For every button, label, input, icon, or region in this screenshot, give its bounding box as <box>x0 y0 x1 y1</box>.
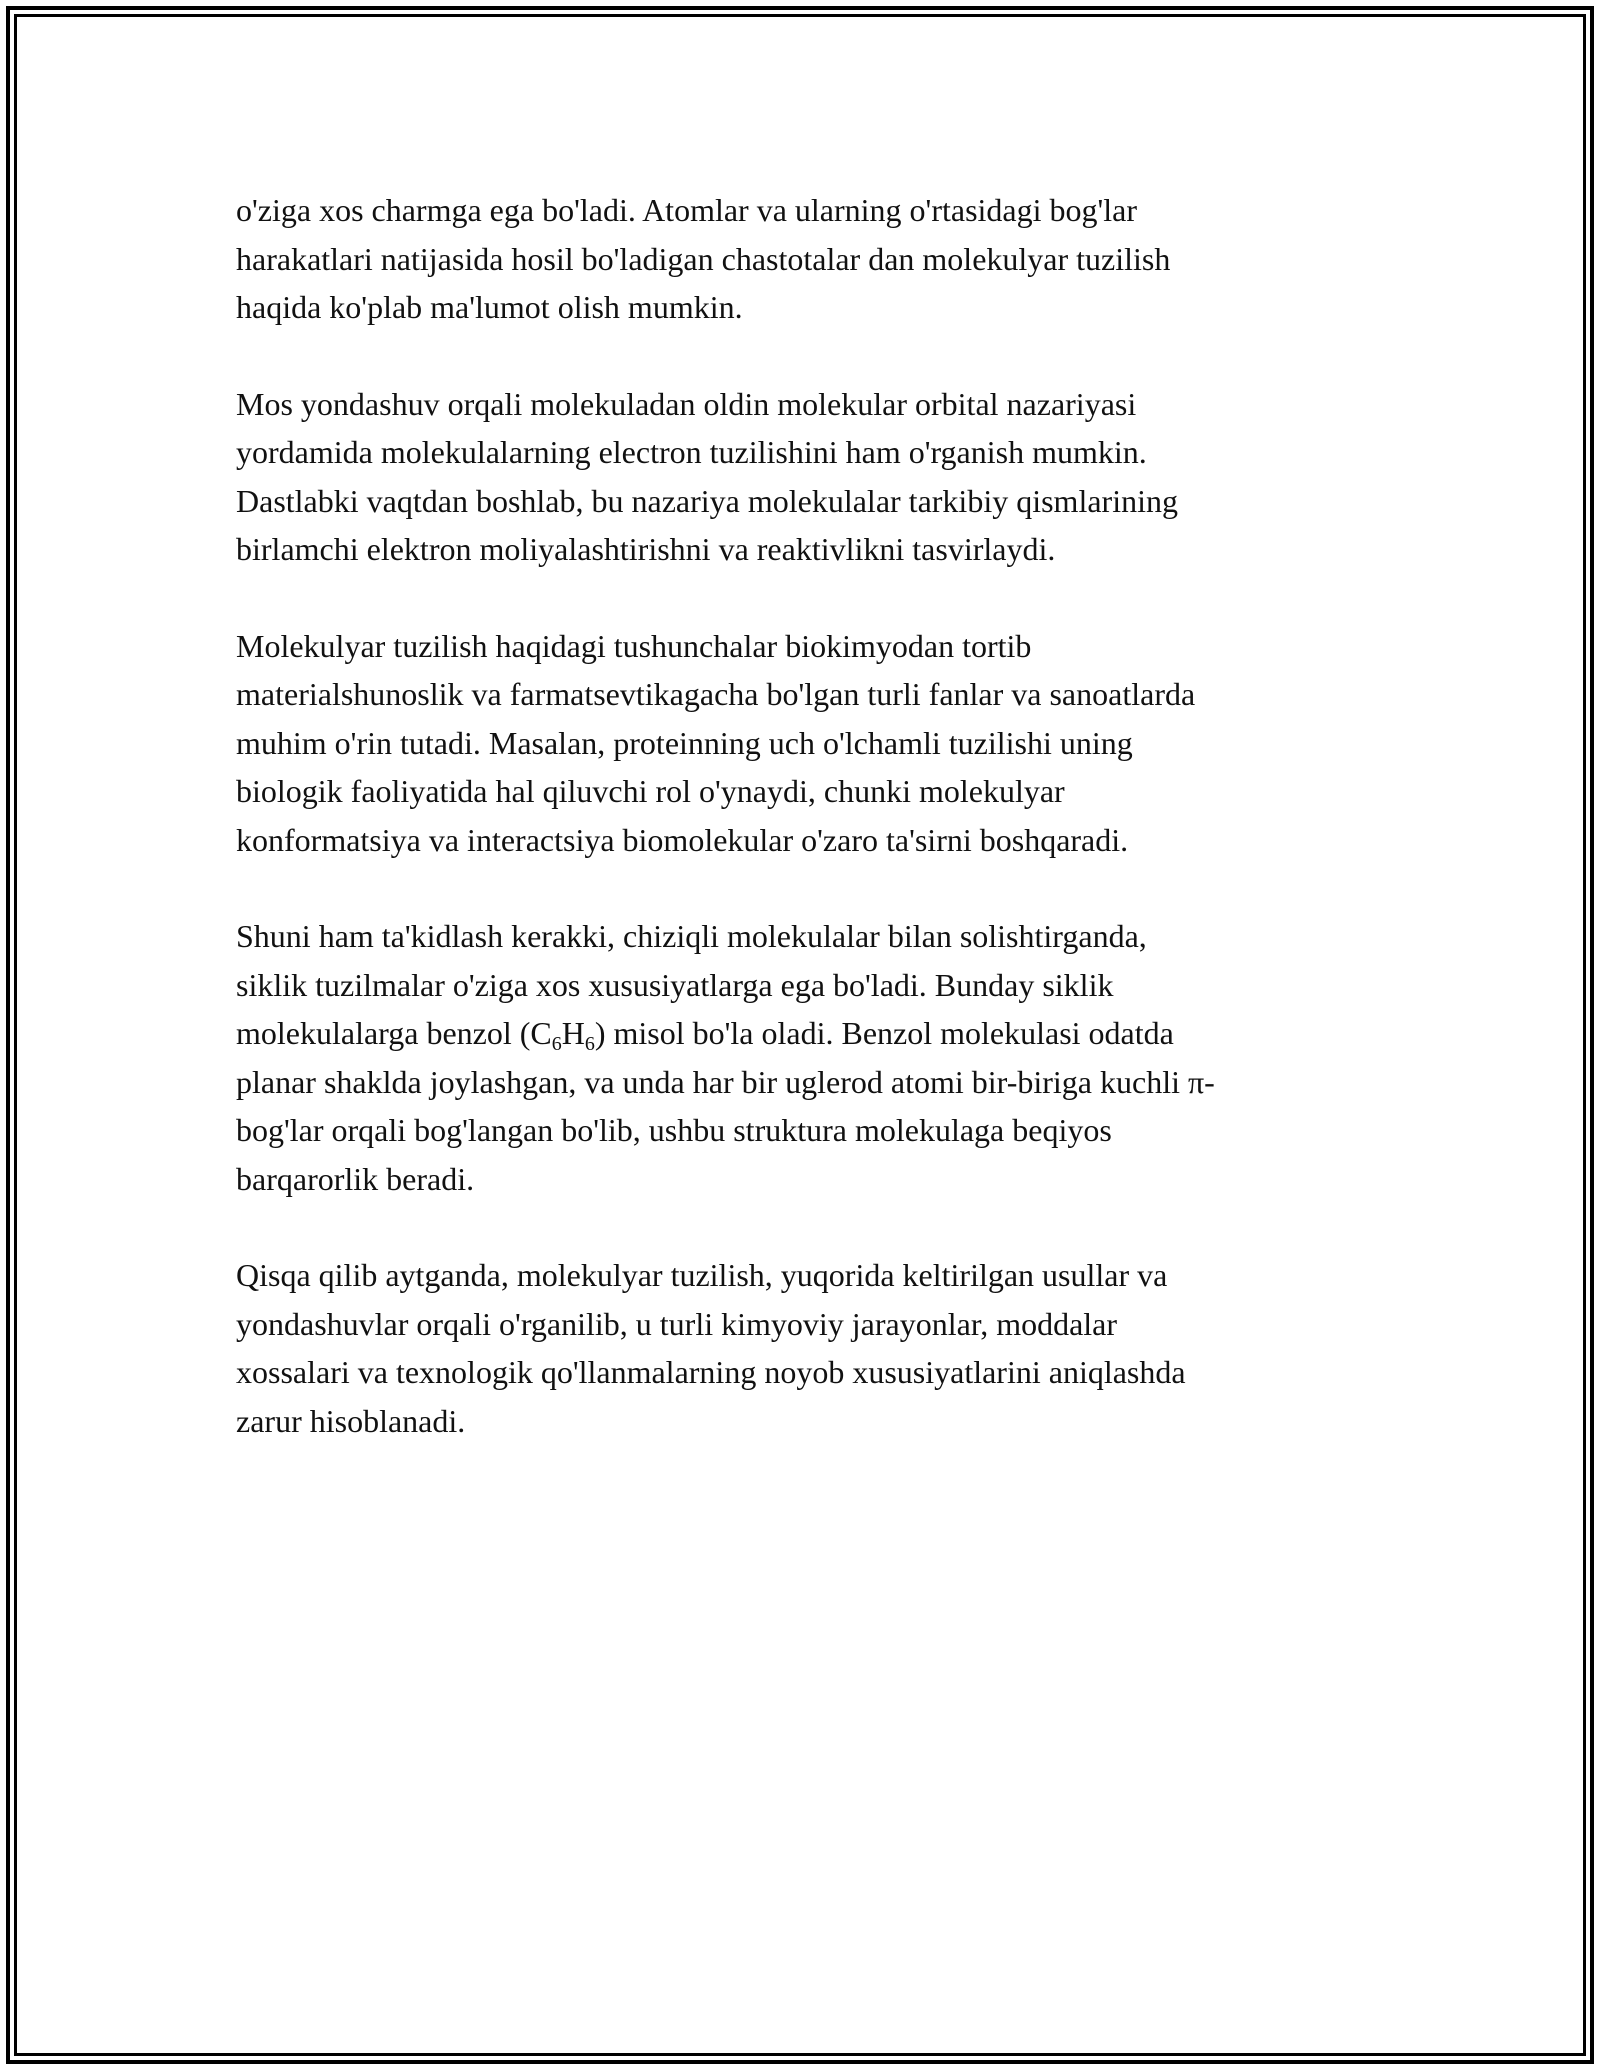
paragraph-5 <box>236 1251 1376 1445</box>
subscript: 6 <box>551 1033 562 1055</box>
text-line: bog'lar orqali bog'langan bo'lib, ushbu struktura molekulaga beqiyos <box>236 1112 1112 1148</box>
formula-text-mid: H <box>561 1015 585 1051</box>
text-line: o'ziga xos charmga ega bo'ladi. Atomlar va ularning o'rtasidagi bog'lar <box>236 192 1138 228</box>
text-line: muhim o'rin tutadi. Masalan, proteinning uch o'lchamli tuzilishi uning <box>236 724 1133 761</box>
text-line: harakatlari natijasida hosil bo'ladigan chastotalar dan molekulyar tuzilish <box>236 240 1171 277</box>
text-line: konformatsiya va interactsiya biomolekular o'zaro ta'sirni boshqaradi. <box>236 821 1129 858</box>
subscript: 6 <box>584 1033 595 1055</box>
text-line: xossalari va texnologik qo'llanmalarning noyob xususiyatlarini aniqlashda <box>236 1354 1186 1390</box>
text-line: biologik faoliyatida hal qiluvchi rol o'ynaydi, chunki molekulyar <box>236 773 1065 809</box>
text-line: Qisqa qilib aytganda, molekulyar tuzilish, yuqorida keltirilgan usullar va <box>236 1257 1168 1293</box>
formula-line <box>236 1009 1376 1058</box>
text-line: siklik tuzilmalar o'ziga xos xususiyatlarga ega bo'ladi. Bunday siklik <box>236 966 1114 1003</box>
paragraph-1 <box>236 186 1376 332</box>
paragraph-2 <box>236 380 1376 574</box>
text-line: yordamida molekulalarning electron tuzilishini ham o'rganish mumkin. <box>236 434 1147 470</box>
document-body <box>236 186 1376 1493</box>
text-line: Molekulyar tuzilish haqidagi tushunchalar biokimyodan tortib <box>236 627 1032 664</box>
paragraph-3 <box>236 622 1376 865</box>
formula-text-after: ) misol bo'la oladi. Benzol molekulasi odatda <box>594 1015 1174 1051</box>
text-line: barqarorlik beradi. <box>236 1160 475 1197</box>
text-line: Mos yondashuv orqali molekuladan oldin molekular orbital nazariyasi <box>236 385 1137 422</box>
text-line: yondashuvlar orqali o'rganilib, u turli kimyoviy jarayonlar, moddalar <box>236 1305 1118 1342</box>
text-line: Shuni ham ta'kidlash kerakki, chiziqli molekulalar bilan solishtirganda, <box>236 918 1147 954</box>
paragraph-4 <box>236 912 1376 1203</box>
text-line: planar shaklda joylashgan, va unda har bir uglerod atomi bir-biriga kuchli π- <box>236 1063 1215 1100</box>
text-line: haqida ko'plab ma'lumot olish mumkin. <box>236 289 743 325</box>
text-line: materialshunoslik va farmatsevtikagacha bo'lgan turli fanlar va sanoatlarda <box>236 676 1196 712</box>
text-line: birlamchi elektron moliyalashtirishni va reaktivlikni tasvirlaydi. <box>236 531 1056 567</box>
text-line: zarur hisoblanadi. <box>236 1402 466 1439</box>
text-line: Dastlabki vaqtdan boshlab, bu nazariya molekulalar tarkibiy qismlarining <box>236 482 1178 519</box>
formula-text-before: molekulalarga benzol (C <box>236 1015 552 1051</box>
